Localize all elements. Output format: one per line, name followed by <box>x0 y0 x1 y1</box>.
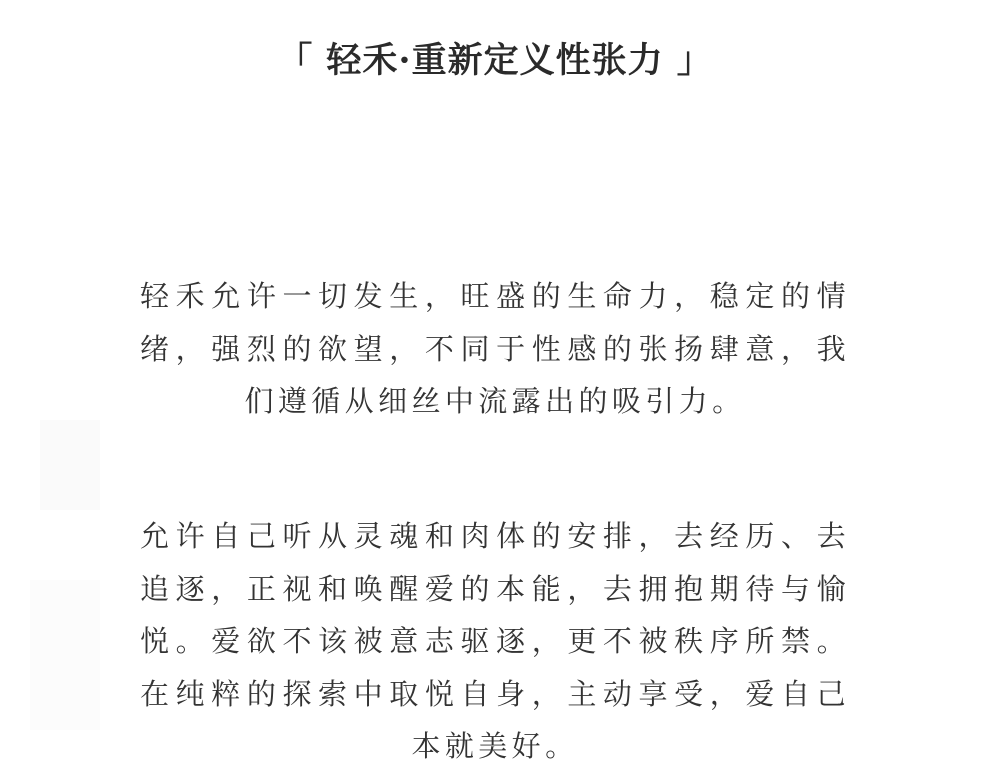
paragraph-body <box>140 510 850 773</box>
paragraph-line: 绪，强烈的欲望，不同于性感的张扬肆意，我 <box>140 331 850 366</box>
paragraph-line: 追逐，正视和唤醒爱的本能，去拥抱期待与愉 <box>140 571 850 606</box>
paragraph-line: 们遵循从细丝中流露出的吸引力。 <box>244 384 746 418</box>
paragraph-line: 轻禾允许一切发生，旺盛的生命力，稳定的情 <box>140 279 850 313</box>
paragraph-line: 允许自己听从灵魂和肉体的安排，去经历、去 <box>140 519 850 553</box>
paragraph-line: 悦。爱欲不该被意志驱逐，更不被秩序所禁。 <box>140 624 850 658</box>
paragraph-line: 在纯粹的探索中取悦自身，主动享受，爱自己 <box>140 676 850 711</box>
faint-background-mark <box>40 420 100 510</box>
faint-background-mark <box>30 580 100 730</box>
paragraph-intro <box>140 270 850 428</box>
page-title: 「 轻禾·重新定义性张力 」 <box>277 40 713 81</box>
paragraph-line: 本就美好。 <box>411 729 579 763</box>
